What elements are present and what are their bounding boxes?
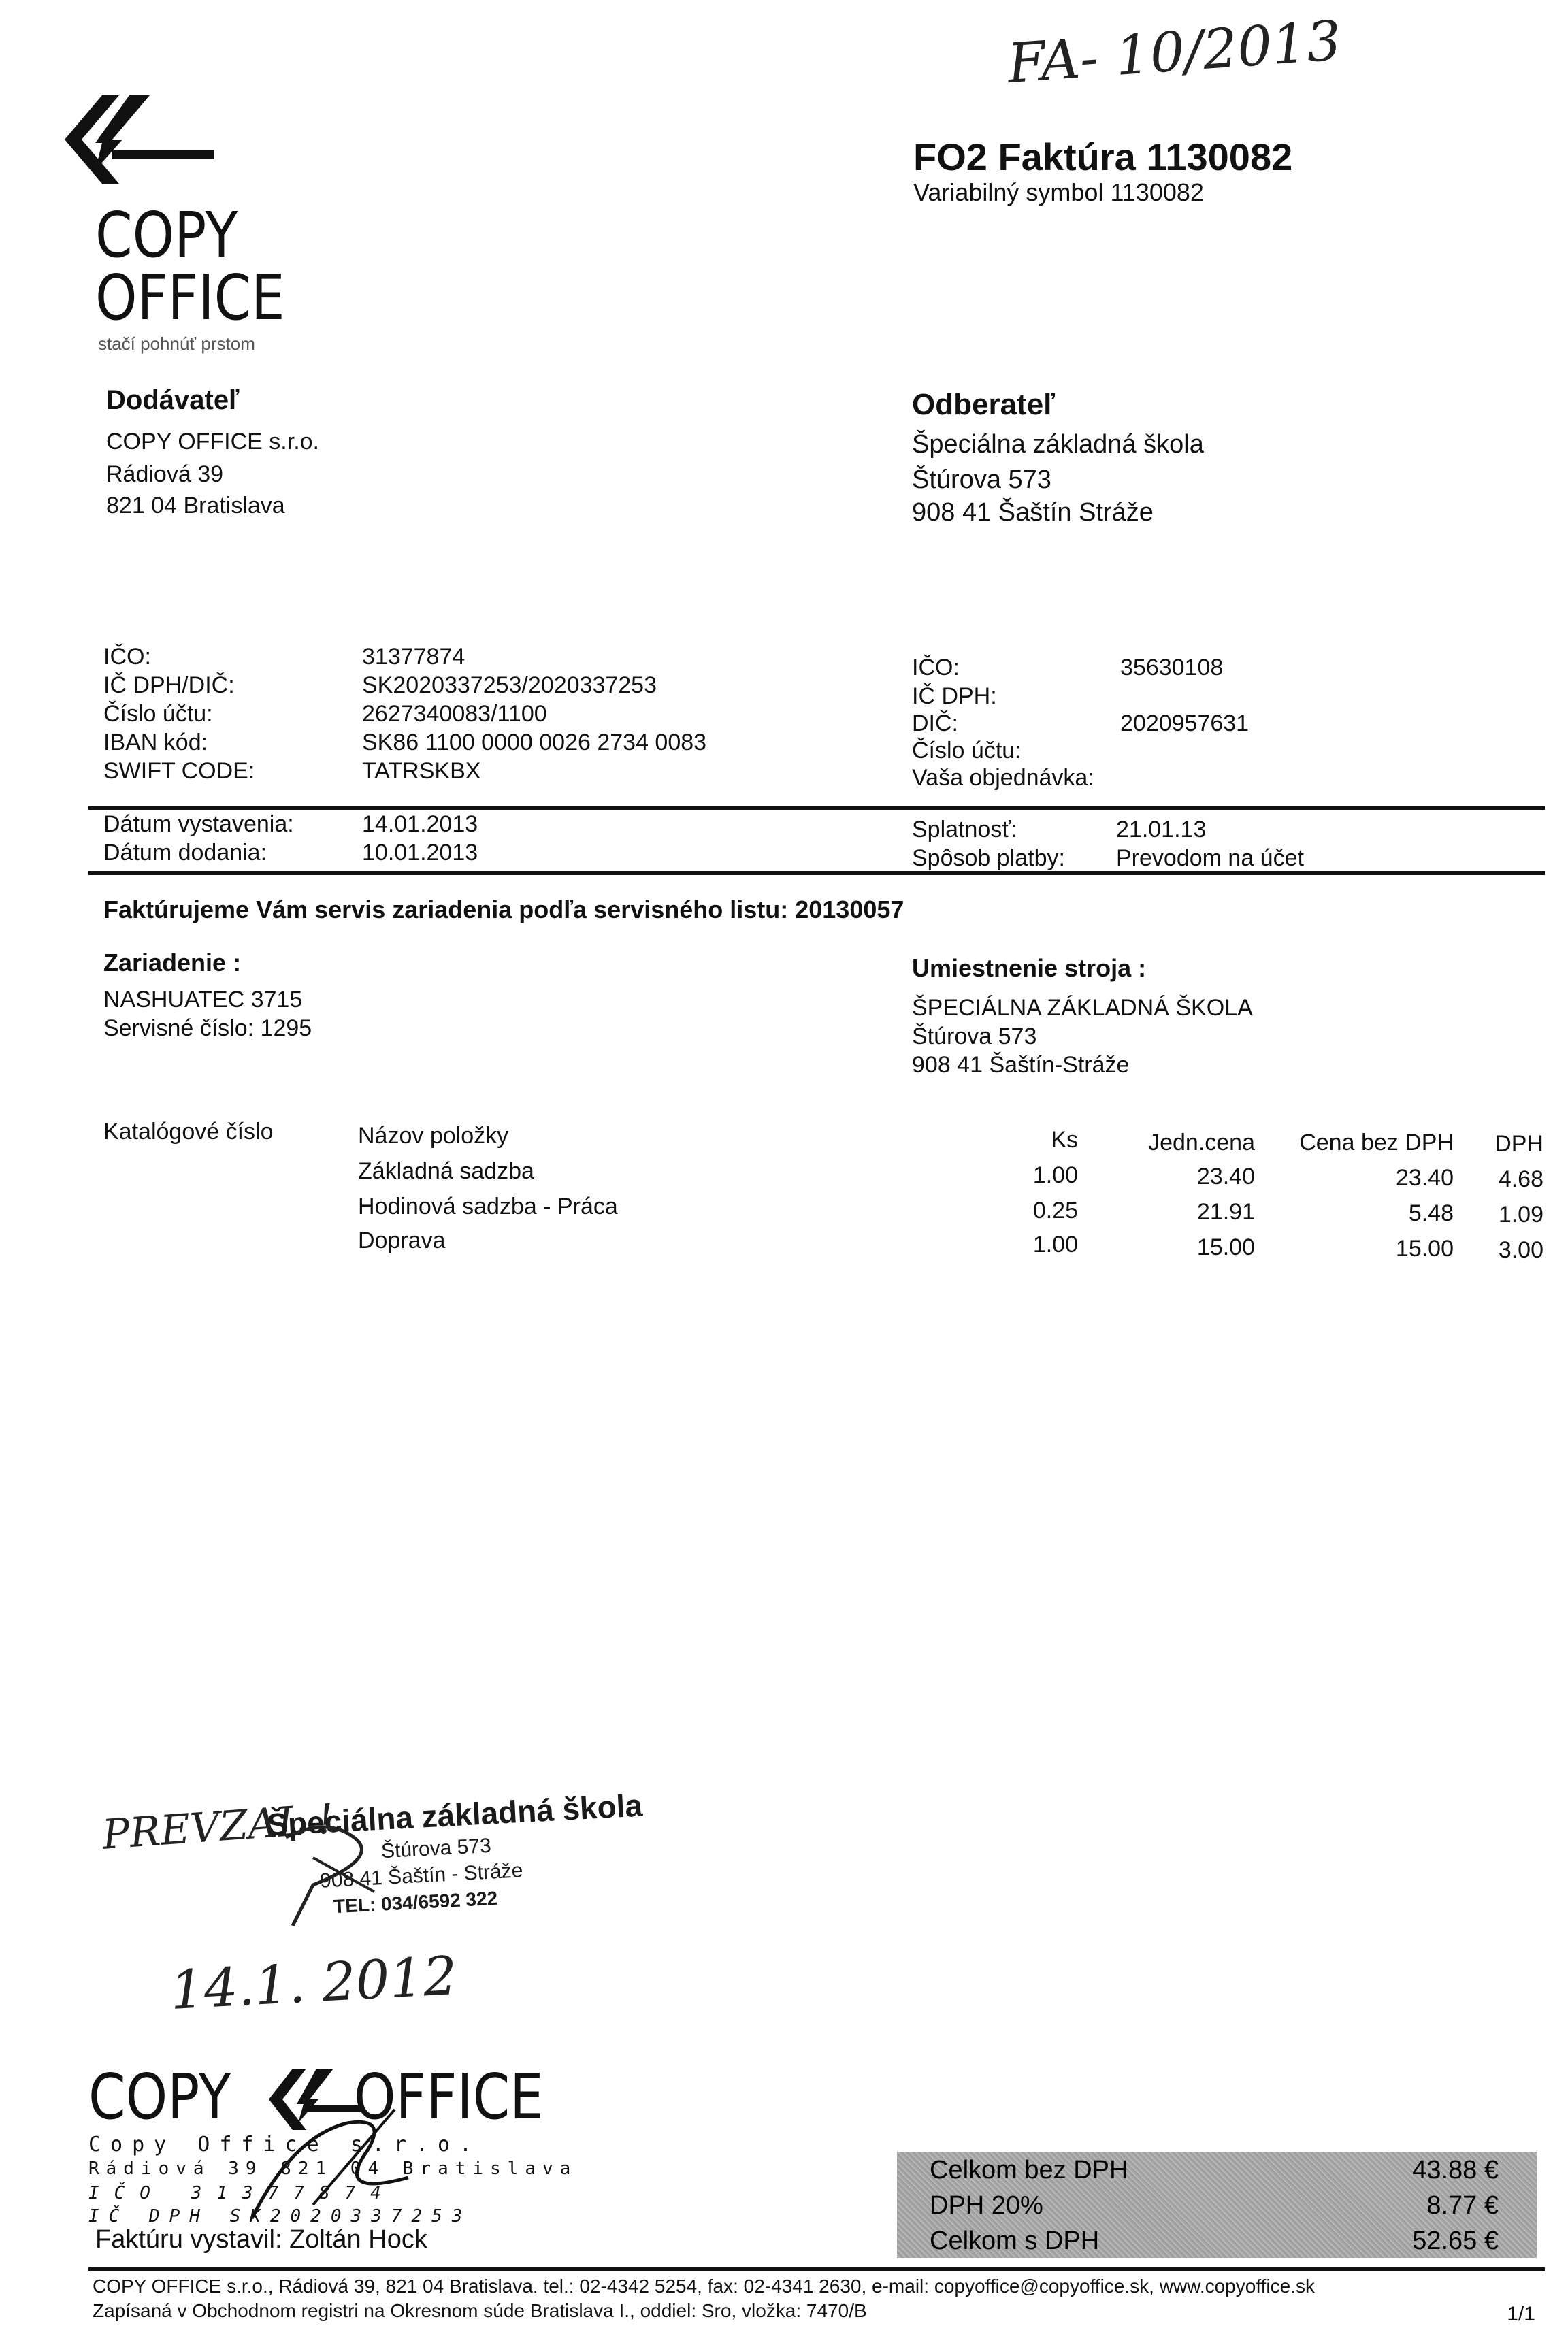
stamp-logo-office: OFFICE xyxy=(354,2061,544,2133)
location-street: Štúrova 573 xyxy=(912,1023,1037,1049)
footer-divider xyxy=(88,2267,1545,2271)
row-unit-price: 21.91 xyxy=(1196,1199,1255,1225)
totals-value: 8.77 € xyxy=(1426,2191,1499,2220)
due-date: 21.01.13 xyxy=(1116,817,1207,842)
customer-account-label: Číslo účtu: xyxy=(912,738,1022,764)
col-header-unit-price: Jedn.cena xyxy=(1148,1130,1255,1155)
totals-row xyxy=(897,2152,1537,2187)
supplier-name: COPY OFFICE s.r.o. xyxy=(106,429,319,455)
supplier-ico: 31377874 xyxy=(362,644,466,670)
location-city: 908 41 Šaštín-Stráže xyxy=(912,1052,1130,1078)
col-header-vat: DPH xyxy=(1494,1131,1544,1157)
totals-value: 52.65 € xyxy=(1412,2227,1499,2255)
school-stamp-name: Špeciálna základná škola xyxy=(266,1787,644,1843)
customer-dic-label: DIČ: xyxy=(912,710,958,736)
handwritten-invoice-ref: FA- 10/2013 xyxy=(1005,8,1343,96)
row-name: Doprava xyxy=(358,1228,446,1253)
stamp-line1: Copy Office s.r.o. xyxy=(88,2133,482,2156)
row-net: 23.40 xyxy=(1395,1165,1454,1191)
col-header-name: Názov položky xyxy=(358,1123,509,1149)
logo-copy-text: COPY xyxy=(95,199,238,272)
location-heading: Umiestnenie stroja : xyxy=(912,954,1147,982)
supplier-city: 821 04 Bratislava xyxy=(106,493,285,519)
row-net: 15.00 xyxy=(1395,1236,1454,1262)
school-stamp-phone: TEL: 034/6592 322 xyxy=(333,1887,498,1918)
issued-by: Faktúru vystavil: Zoltán Hock xyxy=(95,2225,427,2254)
totals-box xyxy=(897,2152,1537,2258)
totals-label: Celkom bez DPH xyxy=(930,2156,1128,2184)
supplier-iban-label: IBAN kód: xyxy=(103,729,208,755)
supplier-dph-label: IČ DPH/DIČ: xyxy=(103,672,235,698)
logo-office-text: OFFICE xyxy=(95,261,285,334)
supplier-swift: TATRSKBX xyxy=(362,758,481,784)
customer-dic: 2020957631 xyxy=(1120,710,1250,736)
totals-value: 43.88 € xyxy=(1412,2156,1499,2184)
footer-line1: COPY OFFICE s.r.o., Rádiová 39, 821 04 Bratislava. tel.: 02-4342 5254, fax: 02-4341 2630, e-mail: copyoffice@copyoffice.sk, www.copyoffice.sk xyxy=(93,2276,1315,2297)
customer-ico: 35630108 xyxy=(1120,655,1224,680)
copy-office-logo-icon xyxy=(54,75,225,204)
footer-line2: Zapísaná v Obchodnom registri na Okresnom súde Bratislava I., oddiel: Sro, vložka: 7470/B xyxy=(93,2300,867,2321)
customer-heading: Odberateľ xyxy=(912,388,1056,421)
customer-ico-label: IČO: xyxy=(912,655,960,680)
due-label: Splatnosť: xyxy=(912,817,1017,842)
col-header-catalog: Katalógové číslo xyxy=(103,1119,274,1145)
variable-symbol: Variabilný symbol 1130082 xyxy=(913,178,1204,206)
supplier-account: 2627340083/1100 xyxy=(362,701,547,727)
date-issued-label: Dátum vystavenia: xyxy=(103,811,294,837)
invoice-title: FO2 Faktúra 1130082 xyxy=(913,135,1293,178)
customer-order-label: Vaša objednávka: xyxy=(912,765,1094,791)
received-note: PREVZAL ! xyxy=(100,1795,336,1859)
row-qty: 0.25 xyxy=(1032,1198,1078,1224)
customer-name: Špeciálna základná škola xyxy=(912,430,1204,459)
device-serial: Servisné číslo: 1295 xyxy=(103,1015,312,1041)
col-header-net: Cena bez DPH xyxy=(1299,1130,1454,1155)
row-net: 5.48 xyxy=(1408,1200,1454,1226)
location-name: ŠPECIÁLNA ZÁKLADNÁ ŠKOLA xyxy=(912,995,1253,1021)
totals-label: DPH 20% xyxy=(930,2191,1043,2220)
stamp-line2: Rádiová 39 821 04 Bratislava xyxy=(88,2159,578,2179)
school-stamp-city: 908 41 Šaštín - Stráže xyxy=(319,1859,524,1892)
divider-dates xyxy=(88,871,1545,875)
date-delivered-label: Dátum dodania: xyxy=(103,840,267,866)
company-logo xyxy=(54,75,299,374)
page-number: 1/1 xyxy=(1507,2303,1535,2325)
customer-street: Štúrova 573 xyxy=(912,465,1051,494)
row-name: Základná sadzba xyxy=(358,1158,534,1184)
supplier-swift-label: SWIFT CODE: xyxy=(103,758,255,784)
date-issued: 14.01.2013 xyxy=(362,811,478,837)
totals-row xyxy=(897,2187,1537,2222)
payment-label: Spôsob platby: xyxy=(912,845,1065,871)
supplier-account-label: Číslo účtu: xyxy=(103,701,213,727)
payment-method: Prevodom na účet xyxy=(1116,845,1304,871)
logo-tagline: stačí pohnúť prstom xyxy=(98,333,255,354)
customer-city: 908 41 Šaštín Stráže xyxy=(912,498,1154,527)
supplier-ico-label: IČO: xyxy=(103,644,151,670)
stamp-signature-icon xyxy=(231,2096,436,2232)
service-line: Faktúrujeme Vám servis zariadenia podľa servisného listu: 20130057 xyxy=(103,896,904,923)
date-delivered: 10.01.2013 xyxy=(362,840,478,866)
row-unit-price: 15.00 xyxy=(1196,1234,1255,1260)
row-name: Hodinová sadzba - Práca xyxy=(358,1194,618,1219)
device-heading: Zariadenie : xyxy=(103,949,242,977)
supplier-heading: Dodávateľ xyxy=(106,385,240,415)
row-vat: 4.68 xyxy=(1498,1166,1544,1192)
col-header-qty: Ks xyxy=(1051,1127,1078,1153)
supplier-street: Rádiová 39 xyxy=(106,461,224,487)
row-qty: 1.00 xyxy=(1032,1232,1078,1258)
row-vat: 1.09 xyxy=(1498,1202,1544,1228)
supplier-dph: SK2020337253/2020337253 xyxy=(362,672,657,698)
divider-top xyxy=(88,806,1545,810)
school-stamp-street: Štúrova 573 xyxy=(380,1834,492,1863)
handwritten-date: 14.1. 2012 xyxy=(168,1946,459,2022)
row-unit-price: 23.40 xyxy=(1196,1164,1255,1189)
customer-dph-label: IČ DPH: xyxy=(912,683,997,709)
stamp-line4: IČ DPH SK2020337253 xyxy=(88,2206,472,2227)
stamp-line3: IČO 31377874 xyxy=(88,2183,396,2203)
totals-label: Celkom s DPH xyxy=(930,2227,1100,2255)
row-qty: 1.00 xyxy=(1032,1162,1078,1188)
row-vat: 3.00 xyxy=(1498,1237,1544,1263)
stamp-logo-copy: COPY xyxy=(88,2061,231,2133)
signature-icon xyxy=(272,1810,408,1933)
supplier-iban: SK86 1100 0000 0026 2734 0083 xyxy=(362,729,707,755)
totals-row xyxy=(897,2222,1537,2258)
device-model: NASHUATEC 3715 xyxy=(103,987,303,1013)
